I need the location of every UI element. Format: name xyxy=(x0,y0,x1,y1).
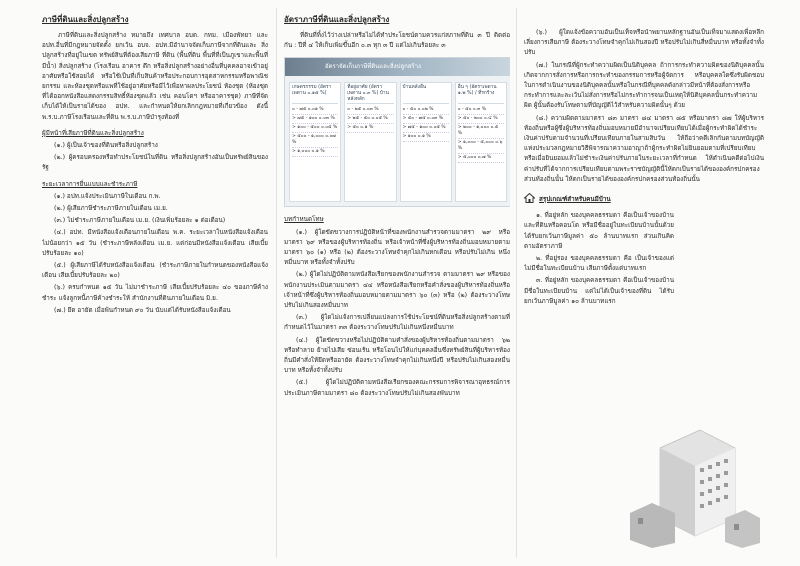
table-cell: > ๒๕ - ๕๐ ๐.๐๕ % xyxy=(347,115,393,124)
list-item: (๒.) ผู้เสียภาษีชำระภาษีภายในเดือน เม.ย. xyxy=(54,205,168,213)
column-divider xyxy=(516,8,517,558)
table-cell: ๐ - ๕๐ ๐.๓ % xyxy=(458,106,504,115)
list-item: (๓.) ไม่ชำระภาษีภายในเดือน เม.ย. (เงินเพิ่มร้อยละ ๑ ต่อเดือน) xyxy=(54,217,226,225)
list-item: ๒. ที่อยู่รอง ของบุคคลธรรมดา คือ เป็นเจ้าของแต่ ไม่มีชื่อในทะเบียนบ้าน เสียภาษีตั้งแต่บาทแรก xyxy=(524,255,674,273)
table-cell: > ๑,๐๐๐ - ๕,๐๐๐ ๐.๖ % xyxy=(458,139,504,154)
list-item: (๗.) ยึด อายัด เมื่อพ้นกำหนด ๙๐ วัน นับแต่ได้รับหนังสือแจ้งเตือน xyxy=(54,306,231,314)
table-cell: ๐ - ๒๕ ๐.๐๓ % xyxy=(347,106,393,115)
list-item: (๒.) ผู้ครอบครองหรือทำประโยชน์ในที่ดิน หรือสิ่งปลูกสร้างอันเป็นทรัพย์สินของรัฐ xyxy=(42,154,268,172)
list-item: (๘.) ความผิดตามมาตรา ๘๓ มาตรา ๘๔ มาตรา ๘๕ หรือมาตรา ๘๗ ให้ผู้บริหารท้องถิ่นหรือผู้ซึ่งผู้บริหารท้องถิ่นมอบหมายมีอำนาจเปรียบเทียบได้เมื่อผู้กระทำผิดได้ชำระเงินค่าปรับตามจำนวนที่เปรียบเทียบภายในสามสิบวัน ให้ถือว่าคดีเลิกกันตามบทบัญญัติแห่งประมวลกฎหมายวิธีพิจารณาความอาญาถ้าผู้กระทำผิดไม่ยินยอมตามที่เปรียบเทียบ หรือเมื่อยินยอมแล้วไม่ชำระเงินค่าปรับภายในระยะเวลาที่กำหนด ให้ดำเนินคดีต่อไปเงินค่าปรับที่ได้จากการเปรียบเทียบตามพระราชบัญญัตินี้ให้ตกเป็นรายได้ขององค์กรปกครองส่วนท้องถิ่นนั้น ให้ตกเป็นรายได้ขององค์กรปกครองส่วนท้องถิ่นนั้น xyxy=(524,114,764,183)
summary-heading-row xyxy=(524,193,764,207)
list-item: (๑.) ผู้ใดขัดขวางการปฏิบัติหน้าที่ของพนักงานสำรวจตามมาตรา ๒๙ หรือมาตรา ๖๙ หรือของผู้บริหารท้องถิ่น หรือเจ้าหน้าที่ซึ่งผู้บริหารท้องถิ่นมอบหมายตามมาตรา ๖๐ (๑) หรือ (๒) ต้องระวางโทษจำคุกไม่เกินหกเดือน หรือปรับไม่เกิน หนึ่งหมื่นบาท หรือทั้งจำทั้งปรับ xyxy=(284,228,510,267)
table-header: เกษตรกรรม (อัตราเพดาน ๐.๑๕ %) xyxy=(292,85,338,104)
rates-table xyxy=(289,82,507,202)
table-header: อื่น ๆ (อัตราเพดาน ๑.๒ %) / ที่รกร้าง xyxy=(458,85,504,104)
list-item: ๓. ที่อยู่หลัก ของบุคคลธรรมดา คือเป็นเจ้าของบ้าน มีชื่อในทะเบียนบ้าน แต่ไม่ได้เป็นเจ้าของที่ดิน ได้รับยกเว้นภาษีมูลค่า ๑๐ ล้านบาทแรก xyxy=(524,277,674,305)
table-cell: > ๕๐ - ๗๕ ๐.๐๓ % xyxy=(403,115,449,124)
table-column xyxy=(455,82,507,202)
list-item: (๗.) ในกรณีที่ผู้กระทำความผิดเป็นนิติบุคคล ถ้าการกระทำความผิดของนิติบุคคลนั้นเกิดจากการสั่งการหรือการกระทำของกรรมการหรือผู้จัดการ หรือบุคคลใดซึ่งรับผิดชอบ ในการดำเนินงานของนิติบุคคลนั้นหรือในกรณีที่บุคคลดังกล่าวมีหน้าที่ต้องสั่งการหรือกระทำการและละเว้นไม่สั่งการหรือไม่กระทำการจนเป็นเหตุให้นิติบุคคลนั้นกระทำความผิด ผู้นั้นต้องรับโทษตามที่บัญญัติไว้สำหรับความผิดนั้นๆ ด้วย xyxy=(524,61,764,110)
table-banner: อัตราจัดเก็บภาษีที่ดินและสิ่งปลูกสร้าง xyxy=(285,58,510,76)
column-left xyxy=(42,10,268,560)
table-cell: > ๑๐๐ - ๕๐๐ ๐.๐๕ % xyxy=(292,124,338,133)
buildings-illustration xyxy=(630,418,760,548)
table-cell: > ๒๐๐ - ๑,๐๐๐ ๐.๕ % xyxy=(458,124,504,139)
column-middle xyxy=(284,10,510,560)
list-item: (๑.) อปท.แจ้งประเมินภาษีในเดือน ก.พ. xyxy=(54,192,161,200)
list-item: (๒.) ผู้ใดไม่ปฏิบัติตามหนังสือเรียกของพนักงานสำรวจ ตามมาตรา ๒๙ หรือของพนักงานประเมินตามมาตรา ๔๔ หรือหนังสือเรียกหรือคำสั่งของผู้บริหารท้องถิ่นหรือเจ้าหน้าที่ซึ่งผู้บริหารท้องถิ่นมอบหมายตามมาตรา ๖๐ (๓) หรือ (๒) ต้องระวางโทษปรับไม่เกินสองหมื่นบาท xyxy=(284,271,510,310)
list-item: (๔.) ผู้ใดขัดขวางหรือไม่ปฏิบัติตามคำสั่งของผู้บริหารท้องถิ่นตามมาตรา ๖๒ หรือทำลาย ย้ายไปเสีย ซ่อนเร้น หรือโอนไปให้แก่บุคคลอื่นซึ่งทรัพย์สินที่ผู้บริหารท้องถิ่นมีคำสั่งให้ยึดหรืออายัด ต้องระวางโทษจำคุกไม่เกินหนึ่งปี หรือปรับไม่เกินสองหมื่นบาท หรือทั้งจำทั้งปรับ xyxy=(284,336,510,375)
table-column xyxy=(289,82,341,202)
table-cell: > ๕,๐๐๐ ๐.๗ % xyxy=(458,154,504,163)
section-title: ภาษีที่ดินและสิ่งปลูกสร้าง xyxy=(42,15,129,24)
table-cell: ๐ - ๕๐ ๐.๐๒ % xyxy=(403,106,449,115)
table-cell: > ๕๐๐ - ๑,๐๐๐ ๐.๐๗ % xyxy=(292,133,338,148)
house-icon xyxy=(524,193,535,207)
table-header: บ้านหลังอื่น xyxy=(403,85,449,104)
rates-title: อัตราภาษีที่ดินและสิ่งปลูกสร้าง xyxy=(284,15,390,24)
intro-paragraph: ภาษีที่ดินและสิ่งปลูกสร้าง หมายถึง เทศบาล อบต. กทม. เมืองพัทยา และอปท.อื่นที่มีกฎหมายจัดตั้ง ยกเว้น อบจ. อปท.มีอำนาจจัดเก็บภาษีจากที่ดินและ สิ่งปลูกสร้างที่อยู่ในเขต ทรัพย์สินที่ต้องเสียภาษี ที่ดิน (พื้นที่ดิน พื้นที่ที่เป็นภูเขาและพื้นที่มีน้ำ) สิ่งปลูกสร้าง (โรงเรือน อาคาร ตึก หรือสิ่งปลูกสร้างอย่างอื่นที่บุคคลอาจเข้าอยู่อาศัยหรือใช้สอยได้ หรือใช้เป็นที่เก็บสินค้าหรือประกอบการอุตสาหกรรมหรือพาณิชยกรรม และห้องชุดหรือแพที่ใช้อยู่อาศัยหรือมีไว้เพื่อหาผลประโยชน์ ห้องชุด (ห้องชุด ที่ได้ออกหนังสือแสดงกรรมสิทธิ์ห้องชุดแล้ว เช่น คอนโดฯ หรืออาคารชุด) ภาษีที่จัดเก็บได้ให้เป็นรายได้ของ อปท. และกำหนดให้ยกเลิกกฎหมายที่เกี่ยวข้อง ดังนี้ พ.ร.บ.ภาษีโรงเรือนและที่ดิน พ.ร.บ.ภาษีบำรุงท้องที่ xyxy=(42,32,268,121)
table-cell: > ๑๐๐ ๐.๑ % xyxy=(403,133,449,142)
summary-heading: สรุปเกณฑ์สำหรับคนมีบ้าน xyxy=(539,196,611,204)
table-cell: ๐ - ๗๕ ๐.๐๑ % xyxy=(292,106,338,115)
list-item: (๕.) ผู้เสียภาษีได้รับหนังสือแจ้งเตือน (ชำระภาษีภายในกำหนดของหนังสือแจ้งเตือน เสียเบี้ยปรับร้อยละ ๒๐) xyxy=(42,262,268,280)
list-item: (๔.) อปท. มีหนังสือแจ้งเตือนภายในเดือน พ.ค. ระยะเวลาในหนังสือแจ้งเตือน ไม่น้อยกว่า ๑๕ วัน (ชำระภาษีหลังเดือน เม.ย. แต่ก่อนมีหนังสือแจ้งเตือน เสียเบี้ยปรับร้อยละ ๑๐) xyxy=(42,229,268,257)
penalty-heading: บทกำหนดโทษ xyxy=(284,216,324,224)
list-item: ๑. ที่อยู่หลัก ของบุคคลธรรมดา คือเป็นเจ้าของบ้านและที่ดินหรือคอนโด หรือมีชื่ออยู่ในทะเบียนบ้านนั้นด้วย ได้รับยกเว้นภาษีมูลค่า ๕๐ ล้านบาทแรก ส่วนเกินคิดตามอัตราภาษี xyxy=(524,212,674,250)
table-header: ที่อยู่อาศัย (อัตราเพดาน ๐.๓ %) บ้านหลังหลัก xyxy=(347,85,393,104)
rates-intro: ที่ดินที่ทิ้งไว้ว่างเปล่าหรือไม่ได้ทำประโยชน์ตามควรแก่สภาพที่ดิน ๓ ปี ติดต่อกัน : ปีที่ ๔ ให้เก็บเพิ่มขึ้นอีก ๐.๓ ทุก ๓ ปี แต่ไม่เกินร้อยละ ๓ xyxy=(284,32,510,50)
schedule-heading: ระยะเวลาการยื่นแบบและชำระภาษี xyxy=(42,180,138,188)
payers-heading: ผู้มีหน้าที่เสียภาษีที่ดินและสิ่งปลูกสร้าง xyxy=(42,129,144,137)
table-cell: > ๗๕ - ๑๐๐ ๐.๐๕ % xyxy=(403,124,449,133)
table-column xyxy=(344,82,396,202)
list-item: (๓.) ผู้ใดไม่แจ้งการเปลี่ยนแปลงการใช้ประโยชน์ที่ดินหรือสิ่งปลูกสร้างตามที่กำหนดไว้ในมาตรา ๓๓ ต้องระวางโทษปรับไม่เกินหนึ่งหมื่นบาท xyxy=(284,314,510,332)
list-item: (๕.) ผู้ใดไม่ปฏิบัติตามหนังสือเรียกของคณะกรรมการพิจารณาอุทธรณ์การประเมินภาษีตามมาตรา ๘๐ ต้องระวางโทษปรับไม่เกินสองพันบาท xyxy=(284,379,510,397)
list-item: (๖.) ครบกำหนด ๑๕ วัน ไม่มาชำระภาษี เสียเบี้ยปรับร้อยละ ๔๐ ของภาษีค้างชำระ แจ้งลูกหนี้ภาษีค้างชำระให้ สำนักงานที่ดินภายในเดือน มิ.ย. xyxy=(42,284,268,302)
list-item: (๑.) ผู้เป็นเจ้าของที่ดินหรือสิ่งปลูกสร้าง xyxy=(54,142,158,150)
table-cell: > ๕๐ - ๒๐๐ ๐.๔ % xyxy=(458,115,504,124)
list-item: (๖.) ผู้ใดแจ้งข้อความอันเป็นเท็จหรือนำพยานหลักฐานอันเป็นเท็จมาแสดงเพื่อหลีกเลี่ยงการเสียภาษี ต้องระวางโทษจำคุกไม่เกินสองปี หรือปรับไม่เกินสี่หมื่นบาท หรือทั้งจำทั้งปรับ xyxy=(524,29,764,57)
column-divider xyxy=(276,8,277,558)
table-cell: > ๕๐ ๐.๑ % xyxy=(347,124,393,133)
table-cell: > ๗๕ - ๑๐๐ ๐.๐๓ % xyxy=(292,115,338,124)
table-cell: > ๑,๐๐๐ ๐.๑ % xyxy=(292,148,338,157)
table-column xyxy=(400,82,452,202)
rates-table-image xyxy=(284,57,510,207)
